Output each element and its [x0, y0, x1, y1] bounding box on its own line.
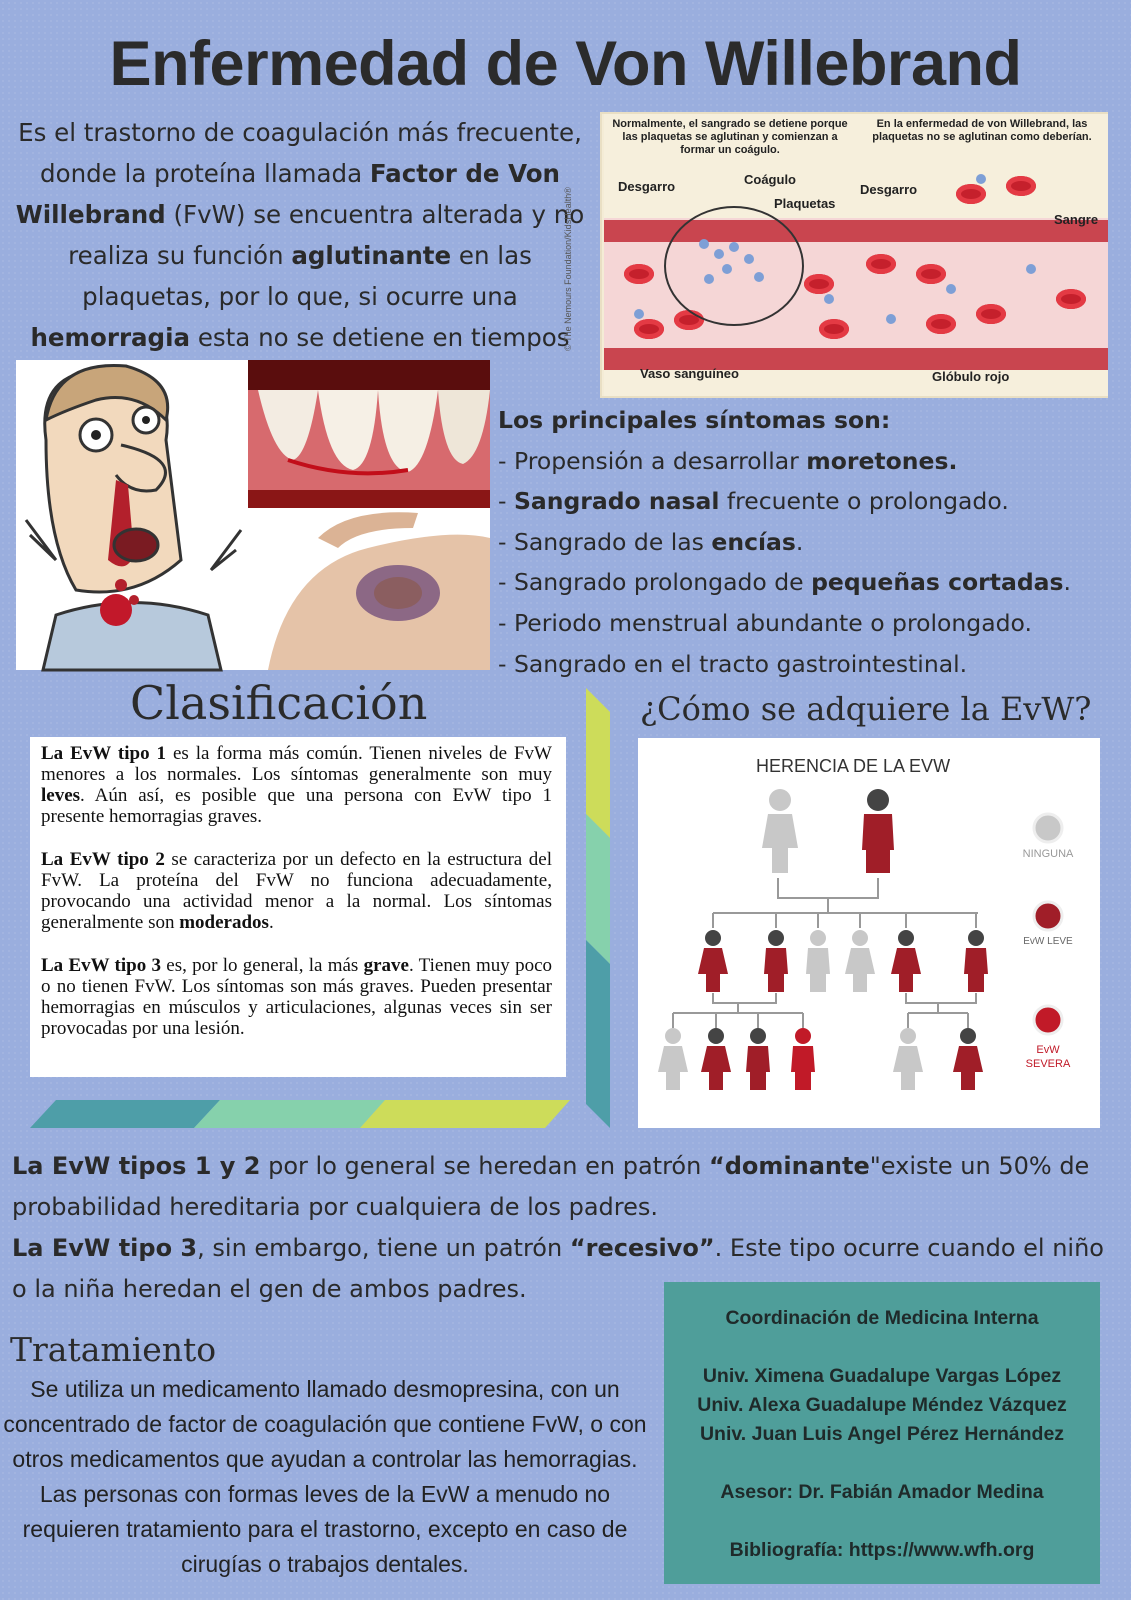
label-clot: Coágulo — [744, 172, 796, 187]
author-name: Univ. Juan Luis Angel Pérez Hernández — [699, 1423, 1065, 1445]
symptom-item: - Sangrado nasal frecuente o prolongado. — [498, 487, 1009, 516]
type1-paragraph: La EvW tipo 1 es la forma más común. Tienen niveles de FvW menores a los normales. Los síntomas generalmente son muy leves. Aún así, es posible que una persona con EvW tipo 1 presente hemorragias graves. — [41, 743, 552, 827]
legend-severe-label: EvW SEVERA — [1025, 1044, 1071, 1070]
symptom-item: - Propensión a desarrollar moretones. — [498, 446, 958, 475]
advisor: Asesor: Dr. Fabián Amador Medina — [720, 1481, 1044, 1503]
symptoms-heading: Los principales síntomas son: — [498, 406, 891, 434]
label-red-blood-cell: Glóbulo rojo — [932, 369, 1010, 384]
classification-box — [30, 737, 566, 1077]
diagram-caption-normal: Normalmente, el sangrado se detiene porque las plaquetas se aglutinan y comienzan a formar un coágulo. — [612, 118, 848, 156]
bruise-photo — [248, 508, 490, 670]
legend-none-label: NINGUNA — [1022, 848, 1074, 860]
parent-female-none — [762, 789, 798, 873]
legend-severe-marker — [1034, 1006, 1062, 1034]
inheritance-question: ¿Cómo se adquiere la EvW? — [640, 690, 1092, 728]
intro-text-1: Es el trastorno de coagulación más frecuente, donde la proteína llamada — [18, 118, 582, 188]
inheritance-chart — [638, 738, 1100, 1128]
symptom-item: - Sangrado prolongado de pequeñas cortadas. — [498, 568, 1071, 597]
credits-box — [664, 1282, 1100, 1584]
diagram-panel-normal — [562, 114, 856, 396]
image-credit: © The Nemours Foundation/KidsHealth® — [562, 187, 573, 351]
author-name: Univ. Alexa Guadalupe Méndez Vázquez — [697, 1394, 1067, 1416]
page-title: Enfermedad de Von Willebrand — [109, 29, 1022, 99]
intro-bold-fvw: Factor de Von Willebrand — [15, 159, 560, 229]
intro-text-4: esta no se detiene en tiempos — [197, 323, 570, 352]
diagram-caption-vwd: En la enfermedad de von Willebrand, las plaquetas no se aglutinan como deberían. — [872, 118, 1092, 143]
symptom-item: - Sangrado de las encías. — [498, 527, 804, 556]
recessive-text: La EvW tipo 3, sin embargo, tiene un patrón “recesivo”. Este tipo ocurre cuando el niño o la niña heredan el gen de ambos padres. — [12, 1234, 1104, 1303]
organization: Coordinación de Medicina Interna — [725, 1307, 1039, 1329]
label-blood: Sangre — [1054, 212, 1099, 227]
legend-none-marker — [1034, 814, 1062, 842]
legend-mild-marker — [1034, 902, 1062, 930]
label-platelets: Plaquetas — [774, 196, 836, 211]
bibliography-link[interactable]: Bibliografía: https://www.wfh.org — [729, 1539, 1035, 1561]
decorative-stripe-vertical — [586, 688, 612, 1128]
legend-mild-label: EvW LEVE — [1023, 936, 1073, 947]
symptom-item: - Periodo menstrual abundante o prolongado. — [498, 608, 1032, 637]
treatment-heading: Tratamiento — [10, 1330, 217, 1369]
label-tear-vwd: Desgarro — [860, 182, 918, 197]
dominant-text: La EvW tipos 1 y 2 por lo general se heredan en patrón “dominante"existe un 50% de probabilidad hereditaria por cualquiera de los padres. — [12, 1152, 1090, 1221]
symptom-item: - Sangrado en el tracto gastrointestinal. — [498, 649, 968, 678]
clot-circle — [664, 206, 804, 326]
type3-paragraph: La EvW tipo 3 es, por lo general, la más grave. Tienen muy poco o no tienen FvW. Los síntomas son más graves. Pueden presentar hemorragias en músculos y articulaciones, algunas veces sin ser provocadas por una lesión. — [41, 955, 553, 1039]
intro-text-3: en las plaquetas, por lo que, si ocurre una — [82, 241, 532, 311]
intro-bold-aglutinante: aglutinante — [291, 241, 452, 270]
parent-male-mild — [862, 789, 894, 873]
inheritance-chart-title: HERENCIA DE LA EVW — [756, 756, 951, 776]
classification-heading: Clasificación — [130, 676, 428, 730]
author-name: Univ. Ximena Guadalupe Vargas López — [702, 1365, 1062, 1387]
clotting-diagram — [562, 112, 1108, 398]
decorative-stripe-horizontal — [30, 1100, 570, 1132]
symptoms-list — [498, 400, 1128, 684]
intro-text-2: (FvW) se encuentra alterada y no realiza su función — [68, 200, 585, 270]
label-tear-normal: Desgarro — [618, 179, 676, 194]
diagram-panel-vwd — [856, 114, 1108, 396]
bleeding-gums-photo — [248, 360, 490, 508]
nosebleed-cartoon-image — [16, 360, 248, 670]
treatment-text: Se utiliza un medicamento llamado desmopresina, con un concentrado de factor de coagulación que contiene FvW, o con otros medicamentos que ayudan a controlar las hemorragias. Las personas con formas leves de la EvW a menudo no requieren tratamiento para el trastorno, excepto en caso de cirugías o trabajos dentales. — [3, 1376, 647, 1577]
intro-bold-hemorragia: hemorragia — [30, 323, 191, 352]
label-vessel: Vaso sanguíneo — [640, 366, 739, 381]
intro-paragraph — [0, 112, 600, 399]
type2-paragraph: La EvW tipo 2 se caracteriza por un defecto en la estructura del FvW. La proteína del FvW no funciona adecuadamente, provocando una actividad menor a la normal. Los síntomas generalmente son moderados. — [41, 849, 552, 933]
